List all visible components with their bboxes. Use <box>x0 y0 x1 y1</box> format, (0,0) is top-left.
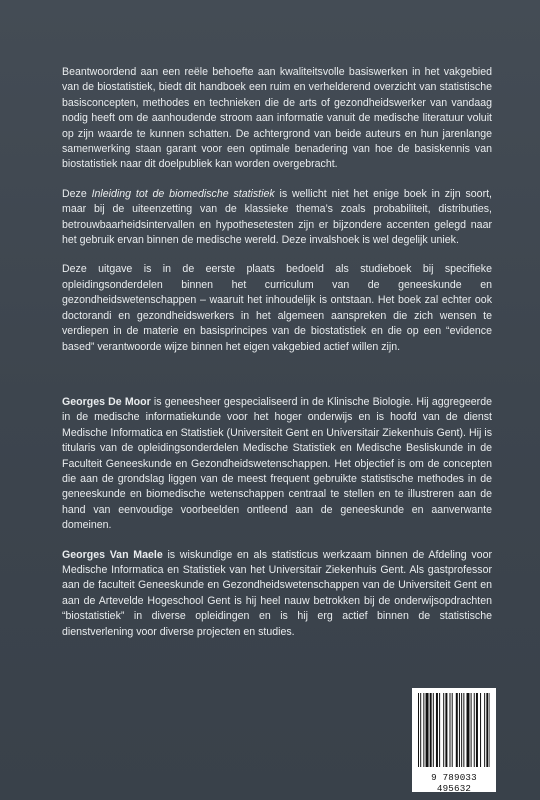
intro-paragraph-1: Beantwoordend aan een reële behoefte aan kwaliteitsvolle basiswerken in het vakgebied van de biostatistiek, biedt dit handboek een ruim en verhelderend overzicht van statistische basisconcepten, methodes en technieken die de arts of gezondheidswerker van vandaag nodig heeft om de aanhoudende stroom aan informatie vanuit de medische literatuur voluit op zijn waarde te kunnen schatten. De achtergrond van beide auteurs en hun jarenlange samenwerking staan garant voor een optimale benadering van hoe de basiskennis van biostatistiek naar dit doelpubliek kan worden overgebracht. <box>62 66 492 171</box>
barcode-bars <box>418 693 490 771</box>
intro-text <box>62 65 492 369</box>
intro-paragraph-2-prefix: Deze <box>62 187 92 200</box>
author-bio-text-2: is wiskundige en als statisticus werkzaam binnen de Afdeling voor Medische Informatica en Statistiek van het Universitair Ziekenhuis Gent. Als gastprofessor aan de faculteit Geneeskunde en Gezondheidswetenschappen van de Universiteit Gent en aan de Artevelde Hogeschool Gent is hij heel nauw betrokken bij de onderwijsopdrachten “biostatistiek” in diverse opleidingen en is hij erg actief binnen de statistische dienstverlening voor diverse projecten en studies. <box>62 548 492 638</box>
author-name-2: Georges Van Maele <box>62 548 163 561</box>
book-title: Inleiding tot de biomedische statistiek <box>91 187 275 200</box>
intro-paragraph-2 <box>62 187 492 249</box>
isbn-number: 9 789033 495632 <box>431 772 477 794</box>
author-bio-1 <box>62 395 492 534</box>
author-name-1: Georges De Moor <box>62 396 151 408</box>
author-bio-text-1: is geneesheer gespecialiseerd in de Klinische Biologie. Hij aggregeerde in de medische informatiekunde voor het hoger onderwijs en is hoofd van de dienst Medische Informatica en Statistiek (Universiteit Gent en Universitair Ziekenhuis Gent). Hij is titularis van de opleidingsonderdelen Medische Statistiek en Medische Besliskunde in de Faculteit Geneeskunde en Gezondheidswetenschappen. Het objectief is om de concepten die aan de grondslag liggen van de meest frequent gebruikte statistische methodes in de geneeskunde en biomedische wetenschappen centraal te stellen en te illustreren aan de hand van eenvoudige voorbeelden ontleend aan de geneeskunde en aanverwante domeinen. <box>62 396 492 532</box>
intro-paragraph-2-suffix: is wellicht niet het enige boek in zijn soort, maar bij de uiteenzetting van de klassieke thema’s zoals probabiliteit, distributies, betrouwbaarheidsintervallen en hypothesetesten zijn er bijzondere accenten gelegd naar het gebruik ervan binnen de medische wereld. Deze invalshoek is wel degelijk uniek. <box>62 187 492 247</box>
intro-paragraph-3: Deze uitgave is in de eerste plaats bedoeld als studieboek bij specifieke opleidingsonderdelen binnen het curriculum van de geneeskunde en gezondheidswetenschappen – waaruit het inhoudelijk is ontstaan. Het boek zal echter ook doctorandi en gezondheidswerkers in het algemeen aanspreken die zich wensen te verdiepen in de materie en basisprincipes van de biostatistiek en die op een “evidence based” verantwoorde wijze binnen het eigen vakgebied actief willen zijn. <box>62 263 492 353</box>
author-bio-2 <box>62 548 492 640</box>
author-bios <box>62 395 492 654</box>
isbn-barcode <box>412 688 496 792</box>
